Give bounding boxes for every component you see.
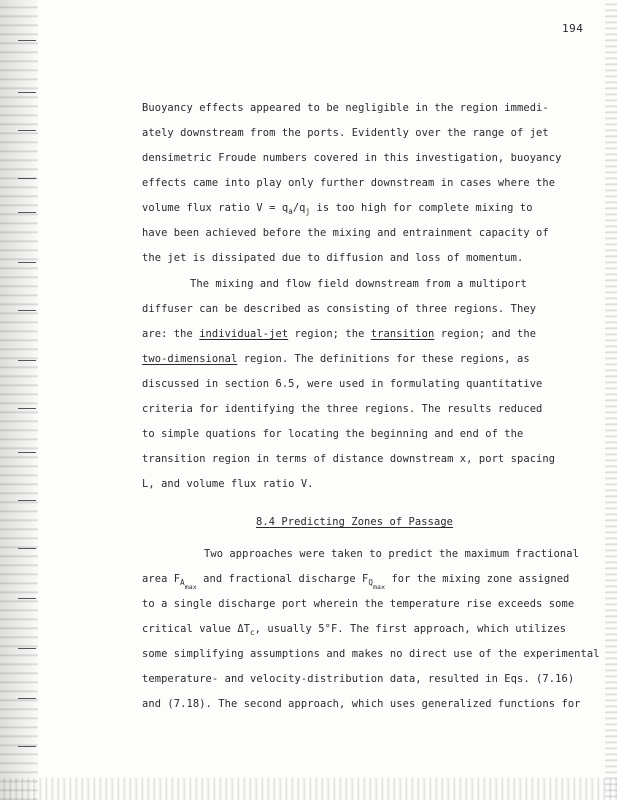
right-scan-edge xyxy=(605,0,617,800)
regions-text-mid: region; the xyxy=(288,328,371,340)
paragraph2-line1: The mixing and flow field downstream from a multiport xyxy=(190,278,527,290)
regions-text-after: region; and the xyxy=(434,328,537,340)
discharge-text: and fractional discharge F xyxy=(196,573,369,585)
paragraph3-line7: and (7.18). The second approach, which uses generalized functions for xyxy=(142,698,581,710)
flux-text-before: volume flux ratio V = q xyxy=(142,202,289,214)
paragraph2-line6: criteria for identifying the three regions. The results reduced xyxy=(142,403,543,415)
area-sub-max: max xyxy=(184,583,197,591)
paragraph1-line4: effects came into play only further downstream in cases where the xyxy=(142,177,556,189)
paragraph3-line6: temperature- and velocity-distribution data, resulted in Eqs. (7.16) xyxy=(142,673,575,685)
mixing-zone-text: for the mixing zone assigned xyxy=(385,573,570,585)
critical-value-text: critical value ΔT xyxy=(142,623,251,635)
paragraph2-line8: transition region in terms of distance downstream x, port spacing xyxy=(142,453,556,465)
flux-slash: /q xyxy=(292,202,306,214)
paragraph2-line5: discussed in section 6.5, were used in formulating quantitative xyxy=(142,378,543,390)
paragraph1-line1: Buoyancy effects appeared to be negligible in the region immedi- xyxy=(142,102,549,114)
regions-text-before: are: the xyxy=(142,328,200,340)
paragraph3-line2 xyxy=(142,572,570,591)
section-heading: 8.4 Predicting Zones of Passage xyxy=(256,516,454,528)
flux-text-after: is too high for complete mixing to xyxy=(310,202,533,214)
discharge-sub-q: Q xyxy=(368,578,374,587)
bottom-scan-noise xyxy=(0,778,617,800)
page-number: 194 xyxy=(562,22,584,35)
paragraph3-line3: to a single discharge port wherein the temperature rise exceeds some xyxy=(142,598,575,610)
paragraph1-line6: have been achieved before the mixing and entrainment capacity of xyxy=(142,227,549,239)
paragraph3-line1: Two approaches were taken to predict the maximum fractional xyxy=(204,548,579,560)
paragraph2-line7: to simple quations for locating the beginning and end of the xyxy=(142,428,524,440)
paragraph1-flux-line xyxy=(142,201,533,216)
flux-sub-a: a xyxy=(288,207,293,216)
term-transition: transition xyxy=(370,328,435,340)
paragraph2-line2: diffuser can be described as consisting of three regions. They xyxy=(142,303,537,315)
term-two-dimensional: two-dimensional xyxy=(142,353,238,365)
area-sub-a: A xyxy=(180,578,185,587)
area-text: area F xyxy=(142,573,181,585)
definitions-text: region. The definitions for these regions, as xyxy=(237,353,530,365)
paragraph2-line4 xyxy=(142,352,530,366)
first-approach-text: , usually 5°F. The first approach, which utilizes xyxy=(254,623,567,635)
critical-sub-c: c xyxy=(250,628,255,637)
term-individual-jet: individual-jet xyxy=(199,328,289,340)
discharge-sub-max: max xyxy=(373,583,386,591)
paragraph2-line3 xyxy=(142,327,536,341)
paragraph3-line5: some simplifying assumptions and makes no direct use of the experimental xyxy=(142,648,600,660)
left-scan-marks xyxy=(18,0,38,800)
paragraph3-line4 xyxy=(142,622,566,637)
paragraph1-line3: densimetric Froude numbers covered in this investigation, buoyancy xyxy=(142,152,562,164)
flux-sub-j: j xyxy=(305,207,311,216)
paragraph1-line2: ately downstream from the ports. Evidently over the range of jet xyxy=(142,127,549,139)
paragraph1-line7: the jet is dissipated due to diffusion and loss of momentum. xyxy=(142,252,524,264)
paragraph2-line9: L, and volume flux ratio V. xyxy=(142,478,314,490)
